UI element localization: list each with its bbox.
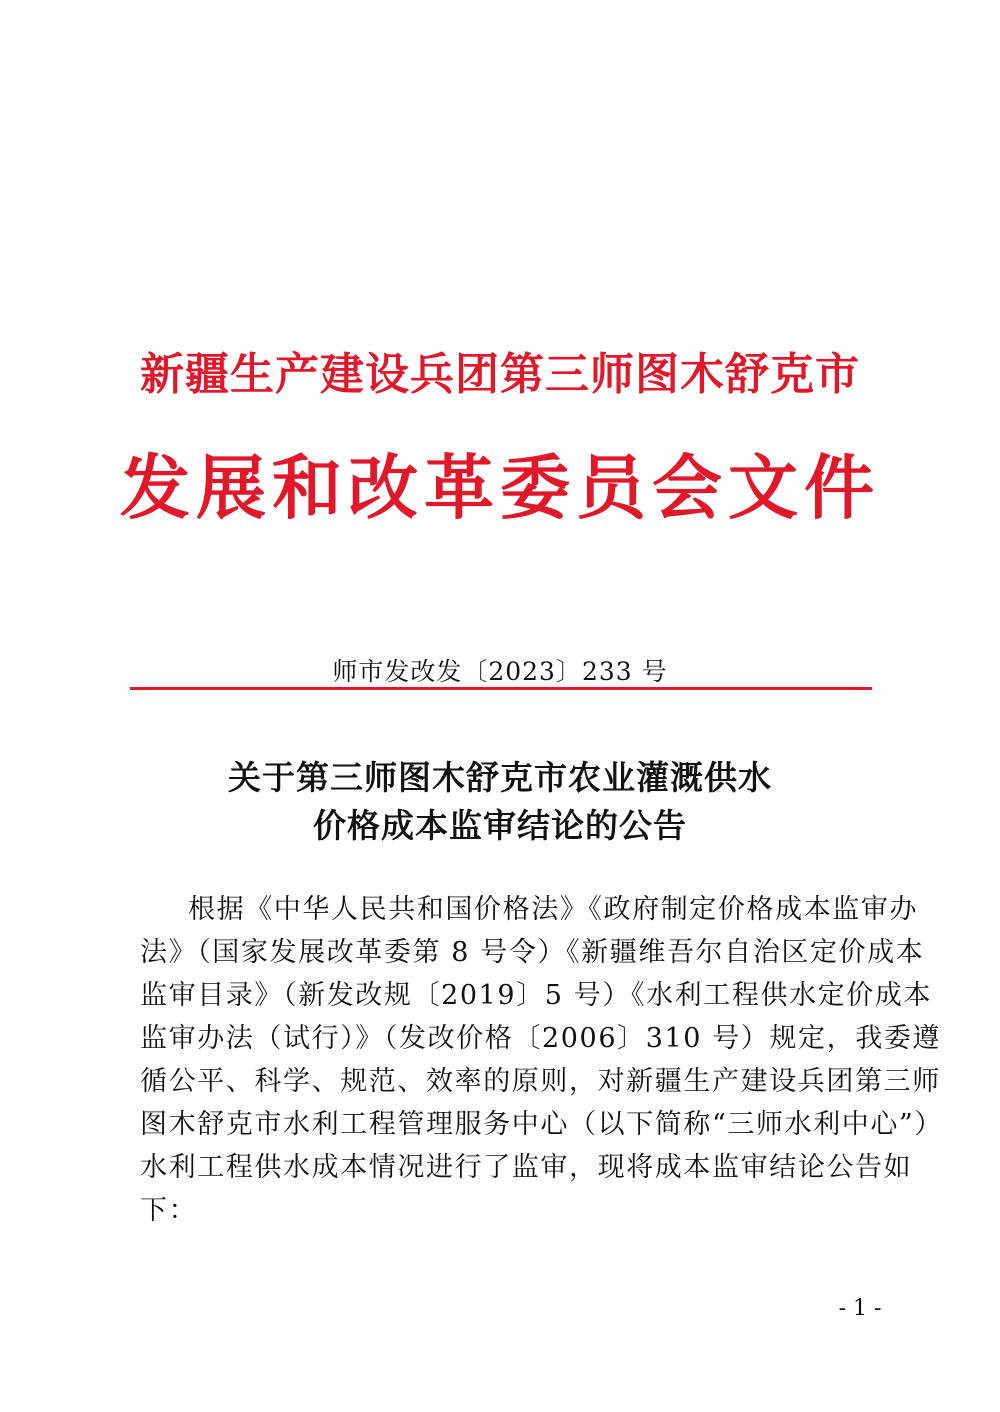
notice-title-line1: 关于第三师图木舒克市农业灌溉供水	[228, 758, 772, 797]
page-number: - 1 -	[838, 1296, 882, 1321]
body-line: 监审目录》（新发改规〔2019〕5 号）《水利工程供水定价成本	[140, 980, 933, 1011]
notice-title-line2: 价格成本监审结论的公告	[313, 806, 687, 845]
body-line: 循公平、科学、规范、效率的原则，对新疆生产建设兵团第三师	[140, 1066, 941, 1097]
issuer-header-line1: 新疆生产建设兵团第三师图木舒克市	[140, 349, 860, 400]
body-paragraph	[140, 888, 944, 1232]
red-divider-rule	[130, 687, 872, 690]
document-number: 师市发改发〔2023〕233 号	[332, 657, 668, 686]
body-line: 法》（国家发展改革委第 8 号令）《新疆维吾尔自治区定价成本	[140, 937, 925, 968]
body-line: 图木舒克市水利工程管理服务中心（以下简称“三师水利中心”）	[140, 1109, 944, 1140]
body-line: 下：	[140, 1195, 198, 1226]
body-line: 根据《中华人民共和国价格法》《政府制定价格成本监审办	[188, 894, 919, 925]
issuer-header-line2: 发展和改革委员会文件	[120, 446, 880, 529]
body-line: 监审办法（试行）》（发改价格〔2006〕310 号）规定，我委遵	[140, 1023, 942, 1054]
body-line: 水利工程供水成本情况进行了监审，现将成本监审结论公告如	[140, 1152, 913, 1183]
